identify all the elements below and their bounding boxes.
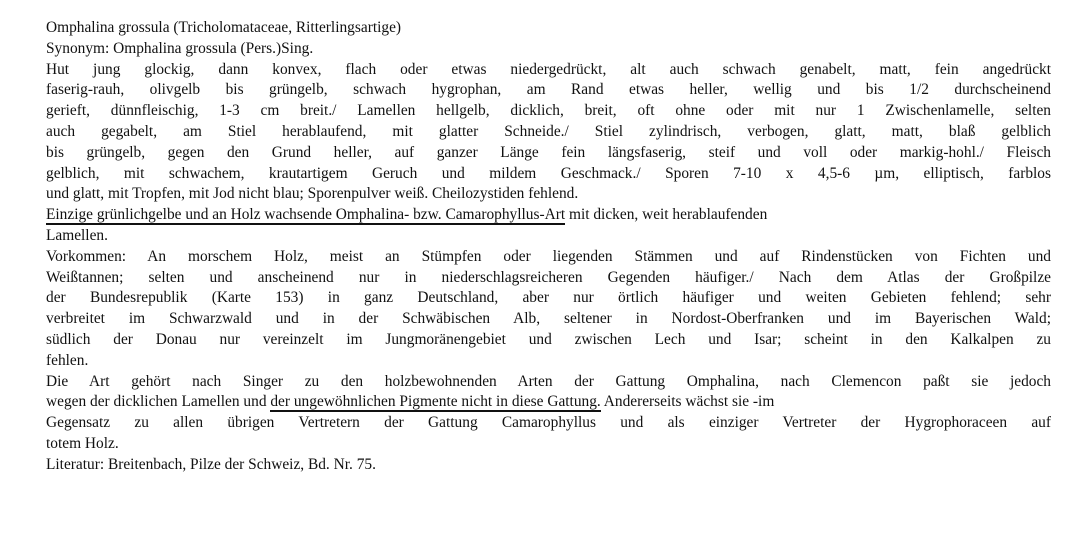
note-rest: mit dicken, weit herablaufenden [565,206,768,224]
occurrence-line: Weißtannen; selten und anscheinend nur in niederschlagsreicheren Gegenden häufiger./ Nach dem Atlas der Großpilze [46,268,1051,286]
description-line: gerieft, dünnfleischig, 1-3 cm breit./ Lamellen hellgelb, dicklich, breit, oft ohne oder mit nur 1 Zwischenlamelle, selten [46,102,1051,120]
description-line: bis grüngelb, gegen den Grund heller, auf ganzer Länge fein längsfaserig, steif und voll oder markig-hohl./ Fleisch [46,143,1051,161]
description-line: auch gegabelt, am Stiel herablaufend, mit glatter Schneide./ Stiel zylindrisch, verbogen, glatt, matt, blaß gelblich [46,122,1051,140]
note-paragraph [46,205,1051,247]
occurrence-line: der Bundesrepublik (Karte 153) in ganz Deutschland, aber nur örtlich häufiger und weiten Gebieten fehlend; sehr [46,289,1051,307]
taxonomy-post: Andererseits wächst sie -im [600,393,775,411]
note-line-2: Lamellen. [46,226,108,244]
description-line: Hut jung glockig, dann konvex, flach oder etwas niedergedrückt, alt auch schwach genabelt, matt, fein angedrückt [46,60,1051,78]
literature-line: Literatur: Breitenbach, Pilze der Schweiz, Bd. Nr. 75. [46,455,376,473]
taxonomy-line: Gegensatz zu allen übrigen Vertretern der Gattung Camarophyllus und als einziger Vertreter der Hygrophoraceen auf [46,414,1051,432]
description-line: und glatt, mit Tropfen, mit Jod nicht blau; Sporenpulver weiß. Cheilozystiden fehlend. [46,185,579,203]
occurrence-line: Vorkommen: An morschem Holz, meist an Stümpfen oder liegenden Stämmen und auf Rindenstücken von Fichten und [46,247,1051,265]
taxonomy-line: totem Holz. [46,434,119,452]
note-line [46,205,1051,226]
species-title: Omphalina grossula (Tricholomataceae, Ritterlingsartige) [46,19,402,36]
taxonomy-line: Die Art gehört nach Singer zu den holzbewohnenden Arten der Gattung Omphalina, nach Clemencon paßt sie jedoch [46,372,1051,390]
taxonomy-underlined: der ungewöhnlichen Pigmente nicht in diese Gattung. [270,393,601,411]
occurrence-line: südlich der Donau nur vereinzelt im Jungmoränengebiet und zwischen Lech und Isar; scheint in den Kalkalpen zu [46,330,1051,348]
note-underlined: Einzige grünlichgelbe und an Holz wachsende Omphalina- bzw. Camarophyllus-Art [46,206,566,224]
taxonomy-paragraph [46,372,1051,455]
taxonomy-pre: wegen der dicklichen Lamellen und [46,393,271,411]
occurrence-line: verbreitet im Schwarzwald und in der Schwäbischen Alb, seltener in Nordost-Oberfranken und im Bayerischen Wald; [46,310,1051,328]
synonym-line: Synonym: Omphalina grossula (Pers.)Sing. [46,39,314,57]
description-line: gelblich, mit schwachem, krautartigem Geruch und mildem Geschmack./ Sporen 7-10 x 4,5-6 µm, elliptisch, farblos [46,164,1051,182]
taxonomy-line [46,392,1051,413]
occurrence-line: fehlen. [46,351,89,369]
occurrence-paragraph [46,247,1051,372]
description-line: faserig-rauh, olivgelb bis grüngelb, schwach hygrophan, am Rand etwas heller, wellig und bis 1/2 durchscheinend [46,81,1051,99]
description-paragraph [46,60,1051,206]
